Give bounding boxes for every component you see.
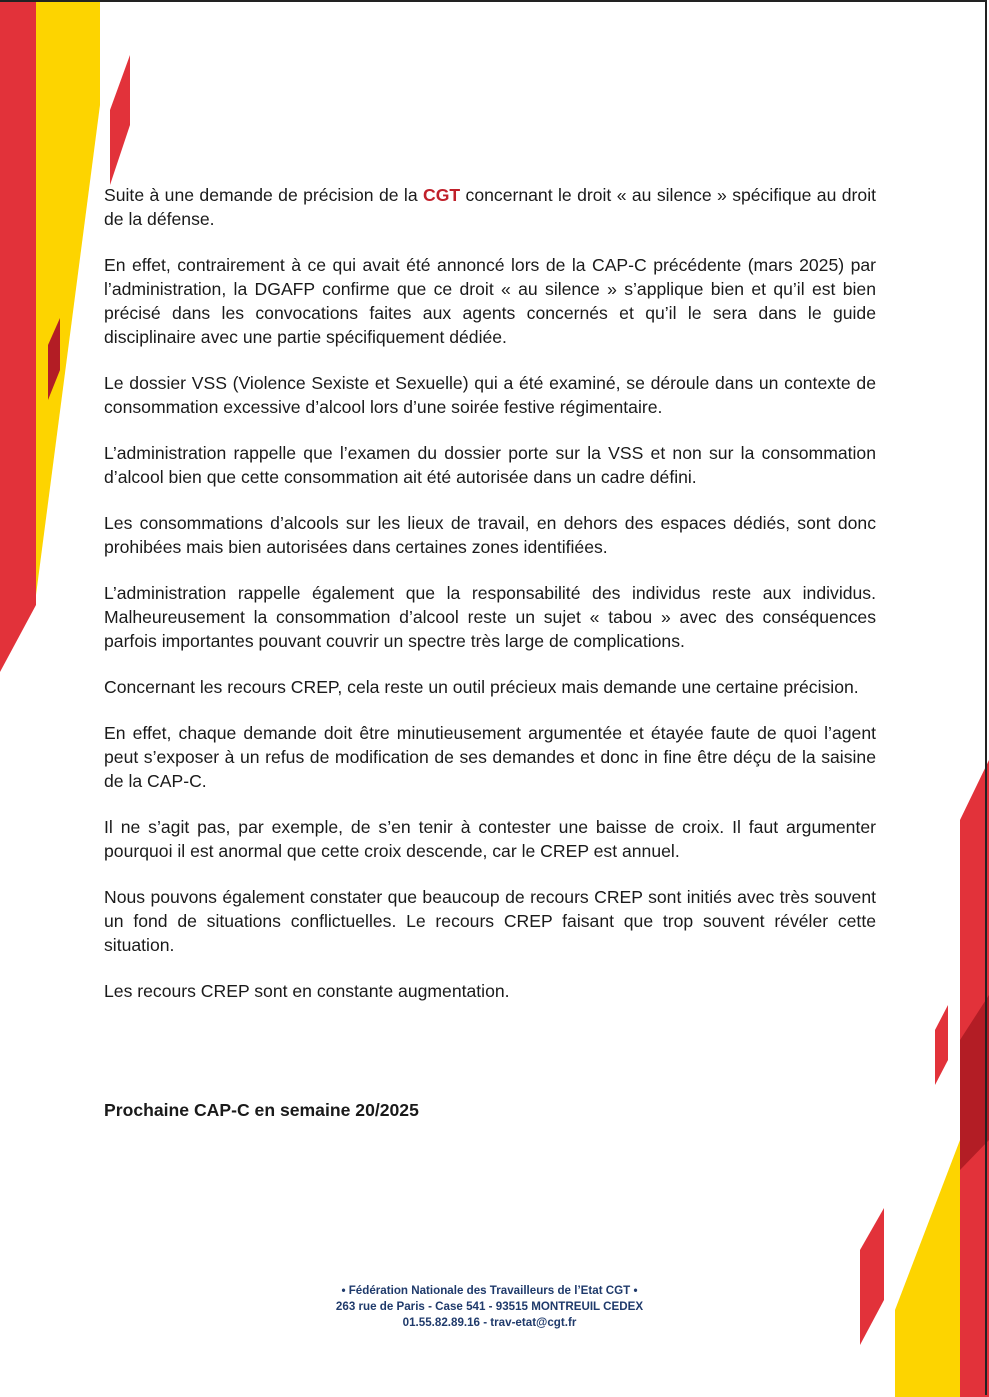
left-red-slash — [110, 55, 130, 185]
footer-line-contact: 01.55.82.89.16 - trav-etat@cgt.fr — [402, 1316, 577, 1329]
paragraph-4: L’administration rappelle que l’examen du dossier porte sur la VSS et non sur la consommation d’alcool bien que cette consommation ait été autorisée dans un cadre défini. — [104, 443, 876, 487]
paragraph-8: En effet, chaque demande doit être minutieusement argumentée et étayée faute de quoi l’agent peut s’exposer à un refus de modification de ses demandes et donc in fine être déçu de la saisine de la CAP-C. — [104, 723, 876, 791]
paragraph-2: En effet, contrairement à ce qui avait été annoncé lors de la CAP-C précédente (mars 2025) par l’administration, la DGAFP confirme que ce droit « au silence » s’applique bien et qu’il est bien précisé dans les convocations faites aux agents concernés et qu’il le sera dans le guide disciplinaire avec une partie spécifiquement dédiée. — [104, 255, 876, 347]
cgt-highlight: CGT — [423, 185, 461, 205]
paragraph-10: Nous pouvons également constater que beaucoup de recours CREP sont initiés avec très souvent un fond de situations conflictuelles. Le recours CREP faisant que trop souvent révéler cette situation. — [104, 887, 876, 955]
paragraph-9: Il ne s’agit pas, par exemple, de s’en tenir à contester une baisse de croix. Il faut argumenter pourquoi il est anormal que cette croix descende, car le CREP est annuel. — [104, 817, 876, 861]
right-yellow-band — [895, 1140, 960, 1397]
next-meeting-heading: Prochaine CAP-C en semaine 20/2025 — [104, 1100, 419, 1120]
paragraph-3: Le dossier VSS (Violence Sexiste et Sexuelle) qui a été examiné, se déroule dans un contexte de consommation excessive d’alcool lors d’une soirée festive régimentaire. — [104, 373, 876, 417]
paragraph-7: Concernant les recours CREP, cela reste un outil précieux mais demande une certaine précision. — [104, 677, 859, 697]
paragraph-11: Les recours CREP sont en constante augmentation. — [104, 981, 510, 1001]
document-body — [104, 183, 876, 1025]
right-red-slash-upper — [935, 1005, 948, 1085]
paragraph-5: Les consommations d’alcools sur les lieux de travail, en dehors des espaces dédiés, sont donc prohibées mais bien autorisées dans certaines zones identifiées. — [104, 513, 876, 557]
paragraph-6: L’administration rappelle également que la responsabilité des individus reste aux individus. Malheureusement la consommation d’alcool reste un sujet « tabou » avec des conséquences parfois importantes pouvant couvrir un spectre très large de complications. — [104, 583, 876, 651]
left-red-band — [0, 0, 36, 672]
paragraph-1: Suite à une demande de précision de la CGT concernant le droit « au silence » spécifique au droit de la défense. — [104, 185, 876, 229]
footer-line-organization: • Fédération Nationale des Travailleurs de l’Etat CGT • — [341, 1284, 638, 1297]
footer-line-address: 263 rue de Paris - Case 541 - 93515 MONTREUIL CEDEX — [335, 1300, 644, 1313]
footer-address — [0, 1283, 979, 1331]
